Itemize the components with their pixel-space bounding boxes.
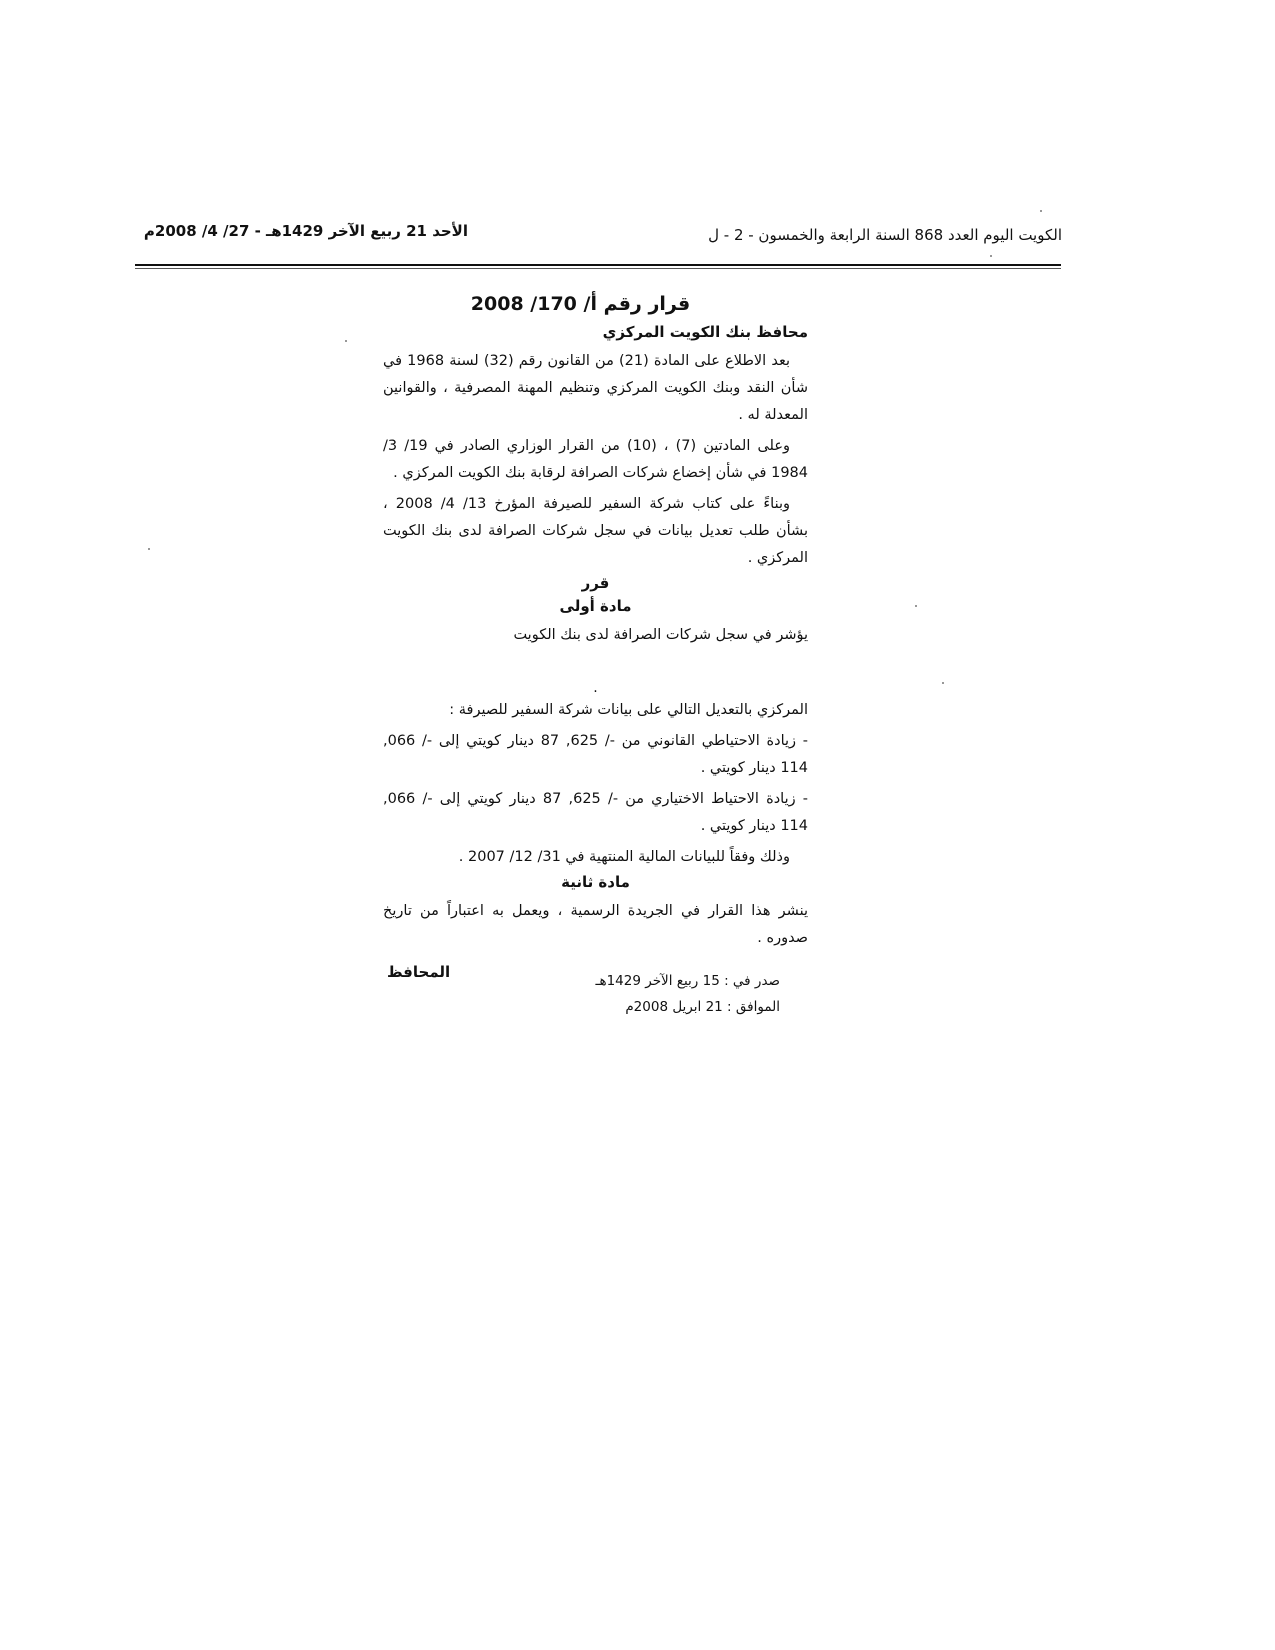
signature: المحافظ bbox=[387, 963, 451, 981]
article-1-bullet: - زيادة الاحتياطي القانوني من -/ 625, 87 دينار كويتي إلى -/ 066, 114 دينار كويتي . bbox=[383, 733, 808, 776]
scan-speck bbox=[148, 548, 150, 550]
preamble-paragraph: بعد الاطلاع على المادة (21) من القانون رقم (32) لسنة 1968 في شأن النقد وبنك الكويت المركزي وتنظيم المهنة المصرفية ، والقوانين المعدلة له . bbox=[383, 353, 808, 423]
article-1-basis: وذلك وفقاً للبيانات المالية المنتهية في 31/ 12/ 2007 . bbox=[458, 849, 790, 865]
dot-mark: . bbox=[593, 680, 598, 696]
scan-speck bbox=[990, 255, 992, 257]
decision-body bbox=[383, 290, 808, 984]
preamble-paragraph: وعلى المادتين (7) ، (10) من القرار الوزاري الصادر في 19/ 3/ 1984 في شأن إخضاع شركات الصرافة لرقابة بنك الكويت المركزي . bbox=[383, 438, 808, 481]
scan-speck bbox=[1040, 210, 1042, 212]
decision-title: قرار رقم أ/ 170/ 2008 bbox=[470, 293, 691, 315]
corresponding-date: الموافق : 21 ابريل 2008م bbox=[625, 999, 780, 1015]
header-issue: الكويت اليوم العدد 868 السنة الرابعة والخمسون - 2 - ل bbox=[708, 226, 1062, 244]
issued-on: صدر في : 15 ربيع الآخر 1429هـ bbox=[595, 973, 780, 989]
decides-heading: قرر bbox=[581, 574, 610, 592]
scan-speck bbox=[345, 340, 347, 342]
article-1-line-1: يؤشر في سجل شركات الصرافة لدى بنك الكويت bbox=[513, 627, 808, 643]
article-2-heading: مادة ثانية bbox=[561, 873, 630, 891]
header-date: الأحد 21 ربيع الآخر 1429هـ - 27/ 4/ 2008م bbox=[143, 222, 468, 240]
scan-speck bbox=[942, 682, 944, 684]
issue-dates bbox=[560, 968, 780, 1020]
article-1-heading: مادة أولى bbox=[559, 597, 632, 615]
spacer bbox=[383, 649, 808, 683]
article-2-text: ينشر هذا القرار في الجريدة الرسمية ، ويعمل به اعتباراً من تاريخ صدوره . bbox=[383, 903, 808, 946]
scan-speck bbox=[915, 605, 917, 607]
article-1-bullet: - زيادة الاحتياط الاختياري من -/ 625, 87 دينار كويتي إلى -/ 066, 114 دينار كويتي . bbox=[383, 791, 808, 834]
article-1-line-2: المركزي بالتعديل التالي على بيانات شركة السفير للصيرفة : bbox=[449, 702, 808, 718]
decision-issuer: محافظ بنك الكويت المركزي bbox=[602, 323, 808, 341]
preamble-paragraph: وبناءً على كتاب شركة السفير للصيرفة المؤرخ 13/ 4/ 2008 ، بشأن طلب تعديل بيانات في سجل شركات الصرافة لدى بنك الكويت المركزي . bbox=[383, 496, 808, 566]
header-rule bbox=[135, 264, 1061, 266]
header-rule-thin bbox=[135, 268, 1061, 269]
